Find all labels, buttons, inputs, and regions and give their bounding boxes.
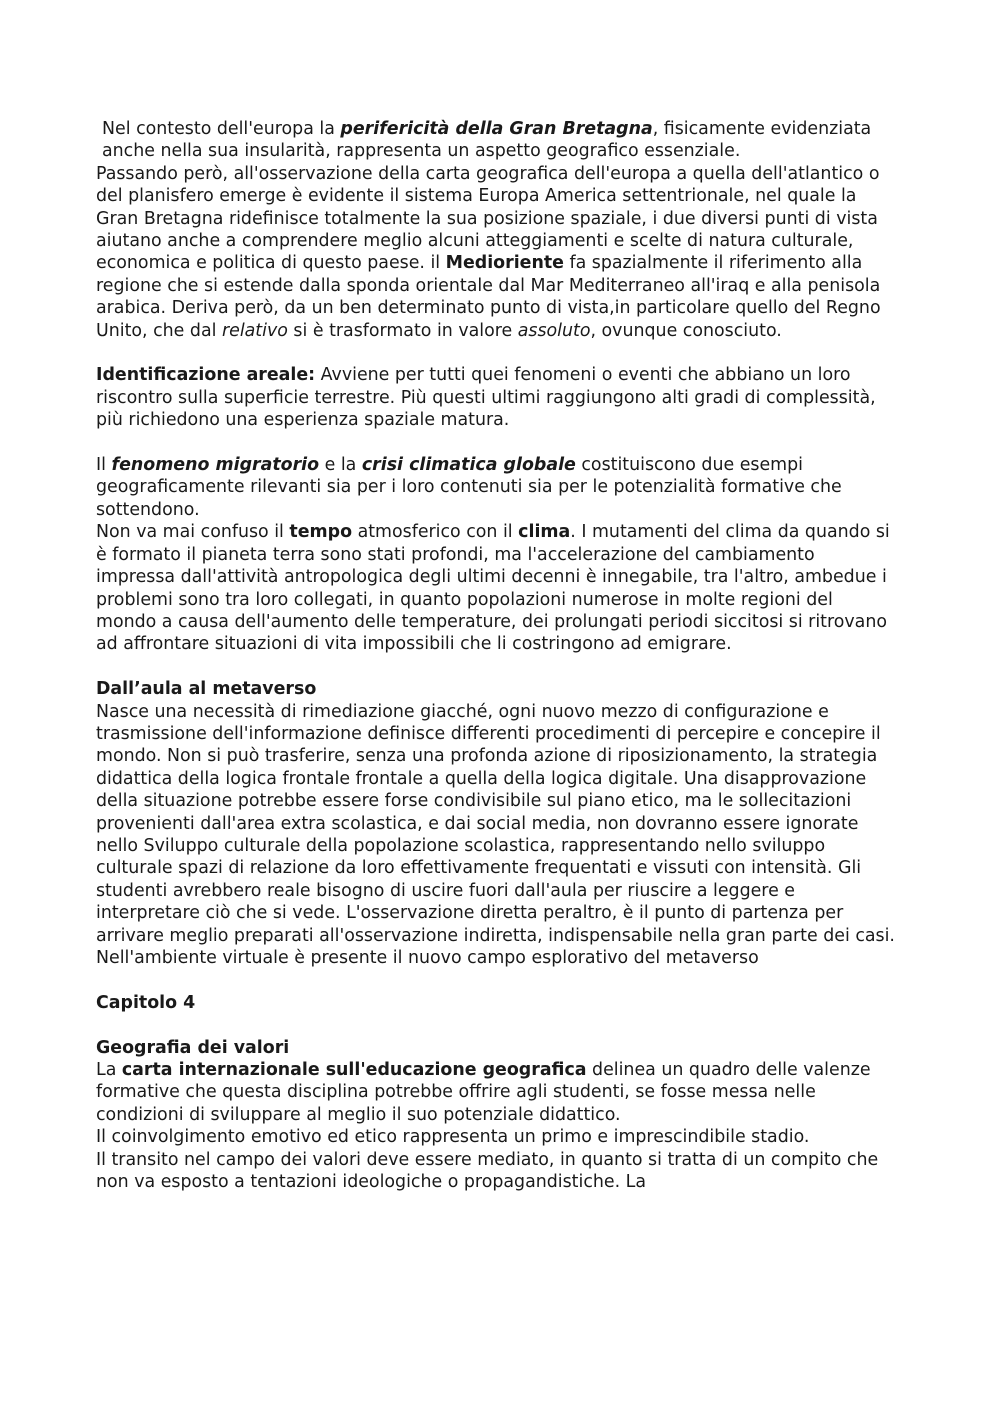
emphasis-perifericita: perifericità della Gran Bretagna [340,119,653,139]
paragraph-gran-bretagna: Nel contesto dell'europa la perifericità della Gran Bretagna, fisicamente evidenziata anche nella sua insularità, rappresenta un aspetto geografico essenziale. [102,119,872,162]
document-page [96,118,896,1193]
paragraph-metaverso: Nasce una necessità di rimediazione giacché, ogni nuovo mezzo di configurazione e trasmissione dell'informazione definisce differenti procedimenti di percepire e concepire il mondo. Non si può trasferire, senza una profonda azione di riposizionamento, la strategia didattica della logica frontale frontale a quella della logica digitale. Una disapprovazione della situazione potrebbe essere forse condivisibile sul piano etico, ma le sollecitazioni provenienti dall'area extra scolastica, e dai social media, non dovranno essere ignorate nello Sviluppo culturale della popolazione scolastica, rappresentando nello sviluppo culturale spazi di relazione da loro effettivamente frequentati e vissuti con intensità. Gli studenti avrebbero reale bisogno di uscire fuori dall'aula per riuscire a leggere e interpretare ciò che si vede. L'osservazione diretta peraltro, è il punto di partenza per arrivare meglio preparati all'osservazione indiretta, indispensabile nella gran parte dei casi. Nell'ambiente virtuale è presente il nuovo campo esplorativo del metaverso [96,701,895,968]
paragraph-coinvolgimento: Il coinvolgimento emotivo ed etico rappresenta un primo e imprescindibile stadio. [96,1127,810,1148]
term-carta-internazionale: carta internazionale sull'educazione geografica [121,1059,587,1080]
term-relativo: relativo [221,320,288,341]
term-assoluto: assoluto [517,320,591,341]
paragraph-fenomeno-migratorio: Il fenomeno migratorio e la crisi climatica globale costituiscono due esempi geograficamente rilevanti sia per i loro contenuti sia per le potenzialità formative che sottendono. [96,455,842,520]
term-tempo: tempo [289,522,353,543]
paragraph-identificazione-areale: Identificazione areale: Avviene per tutti quei fenomeni o eventi che abbiano un loro riscontro sulla superficie terrestre. Più questi ultimi raggiungono alti gradi di complessità, più richiedono una esperienza spaziale matura. [96,365,876,431]
term-clima: clima [518,522,571,543]
section-heading-valori: Geografia dei valori [96,1037,290,1058]
term-medioriente: Medioriente [445,253,564,274]
paragraph-planisfero: Passando però, all'osservazione della carta geografica dell'europa a quella dell'atlantico o del planisfero emerge è evidente il sistema Europa America settentrionale, nel quale la Gran Bretagna ridefinisce totalmente la sua posizione spaziale, i due diversi punti di vista aiutano anche a comprendere meglio alcuni atteggiamenti e scelte di natura culturale, economica e politica di questo paese. il Medioriente fa spazialmente il riferimento alla regione che si estende dalla sponda orientale dal Mar Mediterraneo all'iraq e alla penisola arabica. Deriva però, da un ben determinato punto di vista,in particolare quello del Regno Unito, che dal relativo si è trasformato in valore assoluto, ovunque conosciuto. [96,163,881,341]
paragraph-transito-valori: Il transito nel campo dei valori deve essere mediato, in quanto si tratta di un compito che non va esposto a tentazioni ideologiche o propagandistiche. La [96,1149,879,1193]
section-heading-metaverso: Dall’aula al metaverso [96,679,317,700]
paragraph-tempo-clima: Non va mai confuso il tempo atmosferico con il clima. I mutamenti del clima da quando si è formato il pianeta terra sono stati profondi, ma l'accelerazione del cambiamento impressa dall'attività antropologica degli ultimi decenni è innegabile, tra l'altro, ambedue i problemi sono tra loro collegati, in quanto popolazioni numerose in molte regioni del mondo a causa dell'aumento delle temperature, dei prolungati periodi siccitosi si ritrovano ad affrontare situazioni di vita impossibili che li costringono ad emigrare. [96,522,890,655]
term-crisi-climatica: crisi climatica globale [361,455,576,476]
term-identificazione-areale: Identificazione areale: [96,365,316,386]
term-fenomeno-migratorio: fenomeno migratorio [111,455,320,476]
paragraph-carta-internazionale: La carta internazionale sull'educazione geografica delinea un quadro delle valenze formative che questa disciplina potrebbe offrire agli studenti, se fosse messa nelle condizioni di sviluppare al meglio il suo potenziale didattico. [96,1059,871,1125]
chapter-heading: Capitolo 4 [96,992,196,1013]
